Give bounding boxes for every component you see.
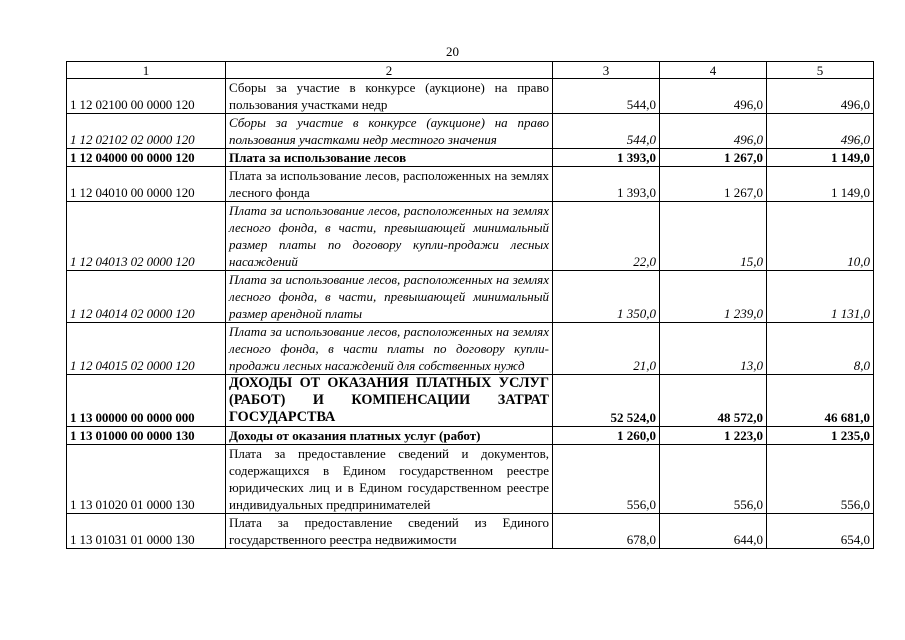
table-row [67, 323, 874, 375]
row-code: 1 12 04010 00 0000 120 [67, 167, 226, 202]
row-value-col5: 556,0 [767, 445, 874, 514]
row-code: 1 12 04000 00 0000 120 [67, 149, 226, 167]
row-value-col4: 1 239,0 [660, 271, 767, 323]
table-row [67, 427, 874, 445]
row-code: 1 12 04013 02 0000 120 [67, 202, 226, 271]
row-value-col3: 1 393,0 [553, 149, 660, 167]
row-value-col3: 1 350,0 [553, 271, 660, 323]
row-value-col5: 496,0 [767, 79, 874, 114]
row-value-col3: 52 524,0 [553, 375, 660, 427]
row-value-col3: 21,0 [553, 323, 660, 375]
row-value-col5: 654,0 [767, 514, 874, 549]
column-header-1: 1 [67, 62, 226, 79]
row-value-col3: 22,0 [553, 202, 660, 271]
row-name: Доходы от оказания платных услуг (работ) [226, 427, 553, 445]
table-row [67, 375, 874, 427]
row-name: ДОХОДЫ ОТ ОКАЗАНИЯ ПЛАТНЫХ УСЛУГ (РАБОТ) И КОМПЕНСАЦИИ ЗАТРАТ ГОСУДАРСТВА [226, 375, 553, 427]
row-code: 1 13 01000 00 0000 130 [67, 427, 226, 445]
table-row [67, 202, 874, 271]
row-value-col5: 1 235,0 [767, 427, 874, 445]
row-value-col4: 556,0 [660, 445, 767, 514]
row-code: 1 13 01020 01 0000 130 [67, 445, 226, 514]
row-code: 1 13 01031 01 0000 130 [67, 514, 226, 549]
row-value-col4: 644,0 [660, 514, 767, 549]
table-row [67, 445, 874, 514]
revenue-table [66, 61, 874, 549]
column-header-3: 3 [553, 62, 660, 79]
table-row [67, 149, 874, 167]
row-name: Плата за использование лесов [226, 149, 553, 167]
row-value-col4: 496,0 [660, 79, 767, 114]
row-value-col5: 10,0 [767, 202, 874, 271]
row-value-col4: 48 572,0 [660, 375, 767, 427]
row-value-col3: 544,0 [553, 114, 660, 149]
table-row [67, 167, 874, 202]
table-row [67, 514, 874, 549]
row-code: 1 13 00000 00 0000 000 [67, 375, 226, 427]
row-value-col4: 1 223,0 [660, 427, 767, 445]
row-value-col5: 8,0 [767, 323, 874, 375]
row-value-col4: 1 267,0 [660, 167, 767, 202]
row-code: 1 12 04014 02 0000 120 [67, 271, 226, 323]
row-value-col3: 678,0 [553, 514, 660, 549]
row-name: Плата за использование лесов, расположенных на землях лесного фонда, в части платы по договору купли-продажи лесных насаждений для собственных нужд [226, 323, 553, 375]
row-value-col4: 15,0 [660, 202, 767, 271]
page-number: 20 [446, 44, 459, 59]
row-value-col5: 1 131,0 [767, 271, 874, 323]
row-value-col3: 556,0 [553, 445, 660, 514]
row-value-col4: 13,0 [660, 323, 767, 375]
row-code: 1 12 02102 02 0000 120 [67, 114, 226, 149]
row-value-col3: 544,0 [553, 79, 660, 114]
row-value-col4: 496,0 [660, 114, 767, 149]
row-value-col5: 496,0 [767, 114, 874, 149]
row-name: Плата за использование лесов, расположенных на землях лесного фонда, в части, превышающей минимальный размер арендной платы [226, 271, 553, 323]
row-value-col4: 1 267,0 [660, 149, 767, 167]
row-value-col5: 1 149,0 [767, 149, 874, 167]
row-value-col3: 1 260,0 [553, 427, 660, 445]
table-header-row [67, 62, 874, 79]
row-name: Плата за использование лесов, расположенных на землях лесного фонда, в части, превышающей минимальный размер платы по договору купли-продажи лесных насаждений [226, 202, 553, 271]
column-header-4: 4 [660, 62, 767, 79]
row-value-col5: 1 149,0 [767, 167, 874, 202]
row-code: 1 12 04015 02 0000 120 [67, 323, 226, 375]
row-value-col3: 1 393,0 [553, 167, 660, 202]
row-name: Сборы за участие в конкурсе (аукционе) на право пользования участками недр [226, 79, 553, 114]
row-name: Плата за предоставление сведений и документов, содержащихся в Едином государственном реестре юридических лиц и в Едином государственном реестре индивидуальных предпринимателей [226, 445, 553, 514]
row-code: 1 12 02100 00 0000 120 [67, 79, 226, 114]
row-value-col5: 46 681,0 [767, 375, 874, 427]
column-header-2: 2 [226, 62, 553, 79]
row-name: Сборы за участие в конкурсе (аукционе) на право пользования участками недр местного значения [226, 114, 553, 149]
row-name: Плата за использование лесов, расположенных на землях лесного фонда [226, 167, 553, 202]
table-row [67, 114, 874, 149]
column-header-5: 5 [767, 62, 874, 79]
table-row [67, 79, 874, 114]
row-name: Плата за предоставление сведений из Единого государственного реестра недвижимости [226, 514, 553, 549]
table-row [67, 271, 874, 323]
